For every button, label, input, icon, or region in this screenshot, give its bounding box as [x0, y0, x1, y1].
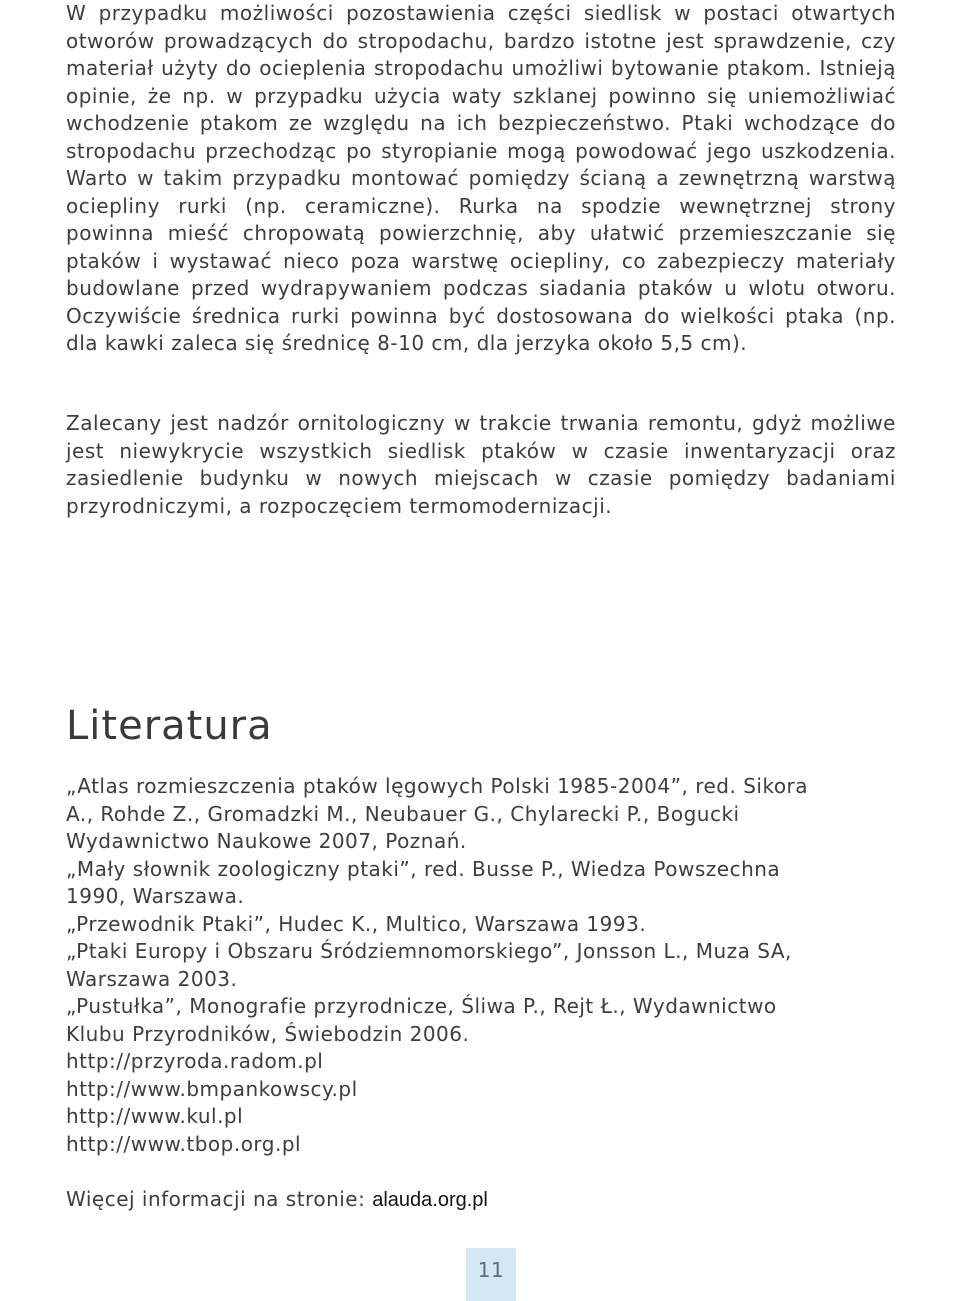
literature-link[interactable]: http://www.kul.pl: [66, 1104, 244, 1128]
more-info-line: [66, 1186, 488, 1215]
body-paragraph-1: W przypadku możliwości pozostawienia części siedlisk w postaci otwartych otworów prowadzących do stropodachu, bardzo istotne jest sprawdzenie, czy materiał użyty do ocieplenia stropodachu umożliwi bytowanie ptakom. Istnieją opinie, że np. w przypadku użycia waty szklanej powinno się uniemożliwiać wchodzenie ptakom ze względu na ich bezpieczeństwo. Ptaki wchodzące do stropodachu przechodząc po styropianie mogą powodować jego uszkodzenia. Warto w takim przypadku montować pomiędzy ścianą a zewnętrzną warstwą ociepliny rurki (np. ceramiczne). Rurka na spodzie wewnętrznej strony powinna mieść chropowatą powierzchnię, aby ułatwić przemieszczanie się ptaków i wystawać nieco poza warstwę ociepliny, co zabezpieczy materiały budowlane przed wydrapywaniem podczas siadania ptaków u wlotu otworu. Oczywiście średnica rurki powinna być dostosowana do wielkości ptaka (np. dla kawki zaleca się średnicę 8-10 cm, dla jerzyka około 5,5 cm).: [66, 1, 896, 355]
literature-item: „Atlas rozmieszczenia ptaków lęgowych Polski 1985-2004”, red. Sikora A., Rohde Z., Gromadzki M., Neubauer G., Chylarecki P., Bogucki Wydawnictwo Naukowe 2007, Poznań.: [66, 774, 809, 853]
literature-link[interactable]: http://przyroda.radom.pl: [66, 1049, 324, 1073]
literature-link[interactable]: http://www.bmpankowscy.pl: [66, 1076, 358, 1101]
literature-link[interactable]: http://www.tbop.org.pl: [66, 1131, 302, 1156]
literature-item: „Przewodnik Ptaki”, Hudec K., Multico, Warszawa 1993.: [66, 911, 647, 936]
more-info-label: Więcej informacji na stronie:: [66, 1187, 366, 1211]
literature-item: „Mały słownik zoologiczny ptaki”, red. Busse P., Wiedza Powszechna 1990, Warszawa.: [66, 856, 781, 908]
more-info-site-link[interactable]: alauda.org.pl: [372, 1189, 488, 1211]
body-paragraph-2: Zalecany jest nadzór ornitologiczny w trakcie trwania remontu, gdyż możliwe jest niewykrycie wszystkich siedlisk ptaków w czasie inwentaryzacji oraz zasiedlenie budynku w nowych miejscach w czasie pomiędzy badaniami przyrodniczymi, a rozpoczęciem termomodernizacji.: [66, 411, 896, 518]
literature-list: [66, 773, 826, 1158]
page-number: 11: [466, 1248, 516, 1301]
literature-item: „Pustułka”, Monografie przyrodnicze, Śliwa P., Rejt Ł., Wydawnictwo Klubu Przyrodników, Świebodzin 2006.: [66, 994, 777, 1046]
literature-item: „Ptaki Europy i Obszaru Śródziemnomorskiego”, Jonsson L., Muza SA, Warszawa 2003.: [66, 939, 792, 991]
literature-heading: Literatura: [66, 703, 273, 749]
